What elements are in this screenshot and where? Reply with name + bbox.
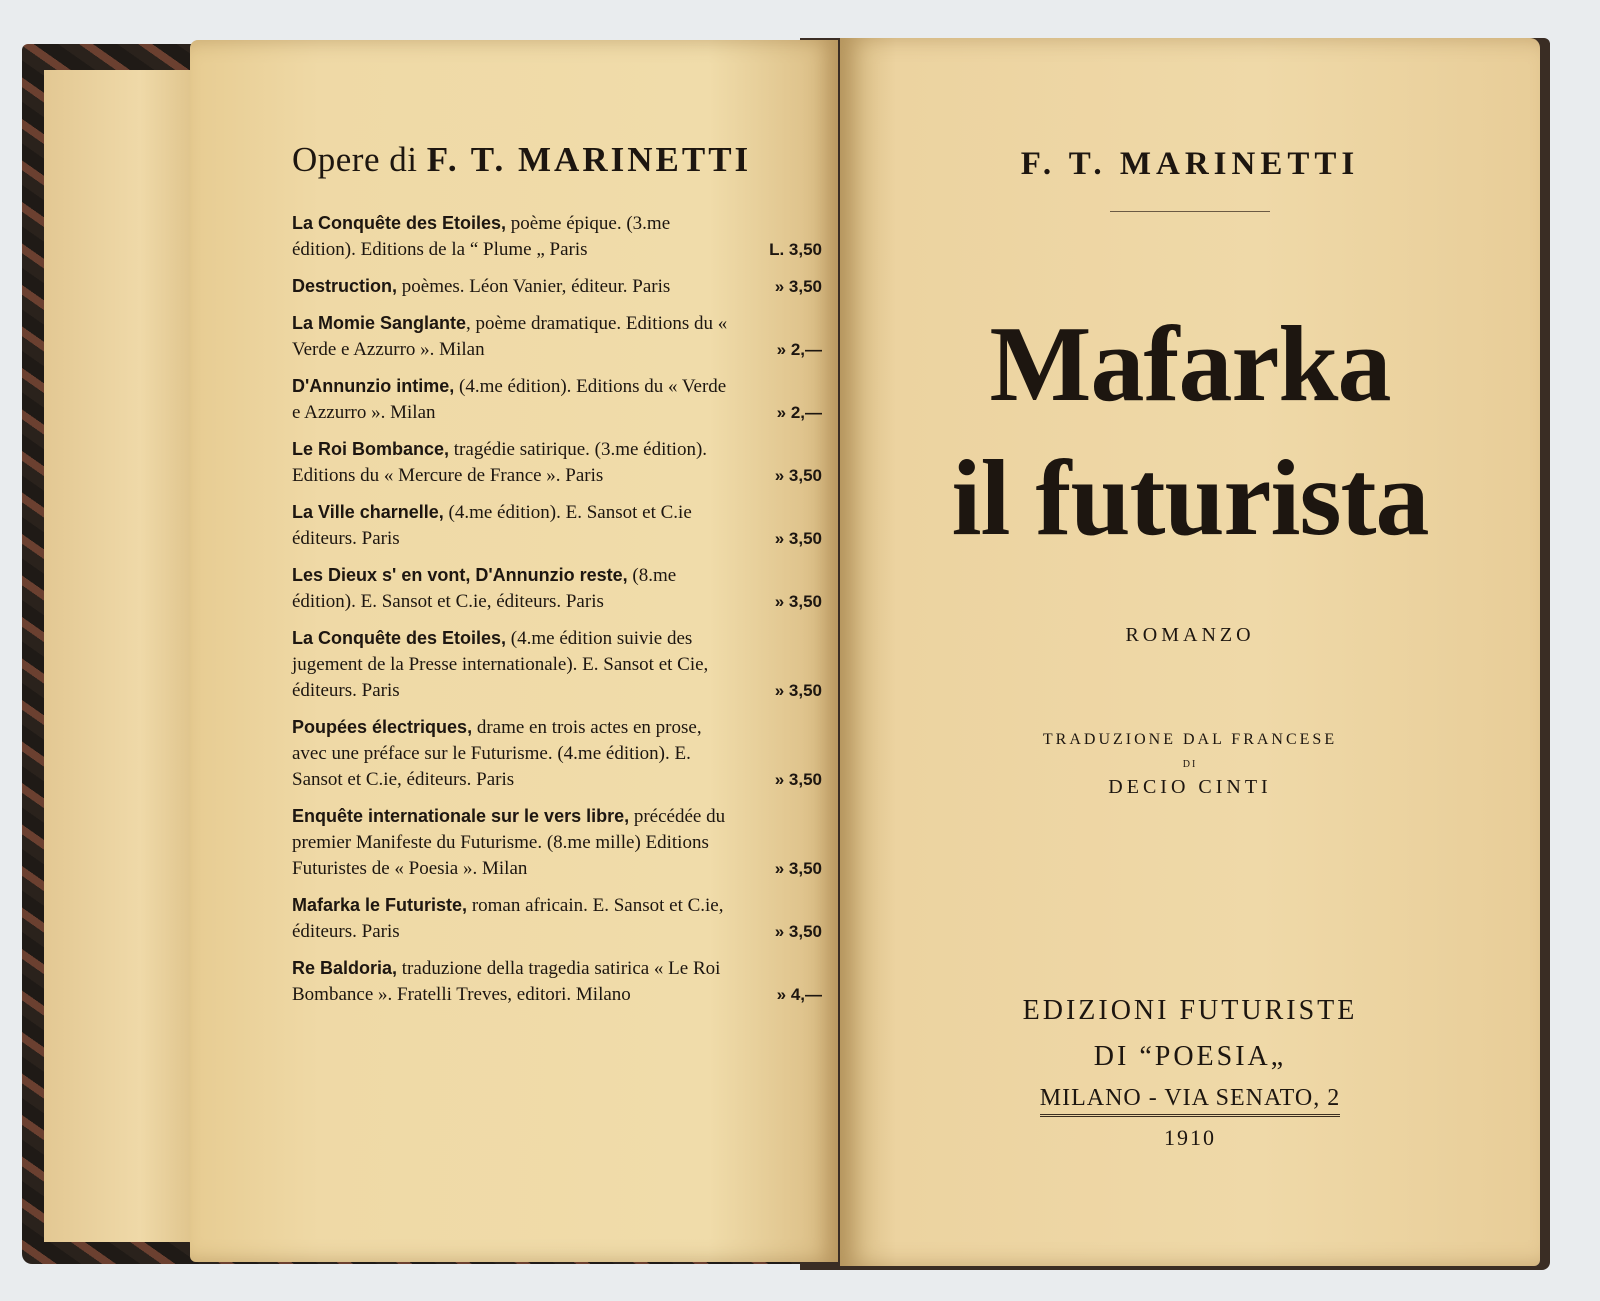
works-list — [292, 140, 822, 1018]
entry-description: drame en trois actes en prose, avec une préface sur le Futurisme. (4.me édition). E. Sansot et C.ie, éditeurs. Paris — [292, 717, 702, 790]
entry-title: Mafarka le Futuriste, — [292, 895, 468, 915]
works-heading — [292, 140, 822, 180]
translator-name: DECIO CINTI — [1108, 776, 1272, 798]
translation-di: DI — [1182, 759, 1198, 770]
entry-price: » 4,— — [776, 985, 822, 1004]
entry-description: poèmes. Léon Vanier, éditeur. Paris — [397, 276, 671, 297]
works-heading-author: F. T. MARINETTI — [426, 140, 752, 179]
works-entry — [292, 714, 822, 793]
entry-description: , poème dramatique. Editions du « Verde e Azzurro ». Milan — [292, 313, 728, 360]
entry-price: L. 3,50 — [769, 240, 822, 259]
works-entries — [292, 210, 822, 1008]
works-entry — [292, 562, 822, 615]
entry-title: La Conquête des Etoiles, — [292, 628, 507, 648]
works-entry — [292, 273, 822, 300]
works-entry — [292, 373, 822, 426]
works-entry — [292, 803, 822, 882]
entry-title: Destruction, — [292, 276, 398, 296]
entry-description: (4.me édition). E. Sansot et C.ie éditeurs. Paris — [292, 502, 692, 549]
entry-description: roman africain. E. Sansot et C.ie, éditeurs. Paris — [292, 895, 724, 942]
entry-title: La Momie Sanglante — [292, 313, 467, 333]
genre-label: ROMANZO — [1125, 624, 1255, 646]
title-rule — [1110, 211, 1270, 212]
entry-description: (8.me édition). E. Sansot et C.ie, éditeurs. Paris — [292, 565, 677, 612]
entry-description: précédée du premier Manifeste du Futurisme. (8.me mille) Editions Futuristes de « Poesia ». Milan — [292, 806, 726, 879]
works-entry — [292, 892, 822, 945]
entry-price: » 3,50 — [774, 466, 822, 485]
works-entry — [292, 310, 822, 363]
entry-title: Le Roi Bombance, — [292, 439, 450, 459]
works-entry — [292, 499, 822, 552]
entry-price: » 3,50 — [774, 592, 822, 611]
entry-title: Re Baldoria, — [292, 958, 398, 978]
entry-price: » 2,— — [776, 340, 822, 359]
entry-description: tragédie satirique. (3.me édition). Editions du « Mercure de France ». Paris — [292, 439, 708, 486]
works-heading-prefix: Opere di — [292, 140, 418, 179]
works-entry — [292, 955, 822, 1008]
entry-price: » 3,50 — [774, 681, 822, 700]
entry-price: » 3,50 — [774, 922, 822, 941]
entry-description: poème épique. (3.me édition). Editions de la “ Plume „ Paris — [292, 213, 671, 260]
endpaper — [44, 70, 204, 1242]
book-title-line2: il futurista — [951, 439, 1429, 558]
translation-note: TRADUZIONE DAL FRANCESE — [1042, 731, 1338, 748]
works-entry — [292, 436, 822, 489]
author-name: F. T. MARINETTI — [1020, 146, 1360, 182]
entry-price: » 3,50 — [774, 859, 822, 878]
entry-title: D'Annunzio intime, — [292, 376, 455, 396]
entry-title: Les Dieux s' en vont, D'Annunzio reste, — [292, 565, 628, 585]
entry-title: La Conquête des Etoiles, — [292, 213, 507, 233]
publisher-address: MILANO - VIA SENATO, 2 — [1040, 1085, 1340, 1117]
entry-price: » 3,50 — [774, 770, 822, 789]
entry-description: (4.me édition). Editions du « Verde e Azzurro ». Milan — [292, 376, 727, 423]
entry-title: Poupées électriques, — [292, 717, 473, 737]
entry-description: traduzione della tragedia satirica « Le Roi Bombance ». Fratelli Treves, editori. Milano — [292, 958, 721, 1005]
works-entry — [292, 210, 822, 263]
publisher-line2: DI “POESIA„ — [1093, 1041, 1287, 1072]
entry-title: La Ville charnelle, — [292, 502, 444, 522]
book-title-line1: Mafarka — [989, 305, 1391, 424]
title-page — [870, 140, 1510, 1151]
entry-description: (4.me édition suivie des jugement de la Presse internationale). E. Sansot et Cie, éditeurs. Paris — [292, 628, 709, 701]
entry-title: Enquête internationale sur le vers libre, — [292, 806, 630, 826]
publication-year: 1910 — [1164, 1125, 1216, 1150]
works-entry — [292, 625, 822, 704]
publisher-line1: EDIZIONI FUTURISTE — [1022, 995, 1358, 1026]
entry-price: » 2,— — [776, 403, 822, 422]
entry-price: » 3,50 — [774, 529, 822, 548]
entry-price: » 3,50 — [774, 277, 822, 296]
